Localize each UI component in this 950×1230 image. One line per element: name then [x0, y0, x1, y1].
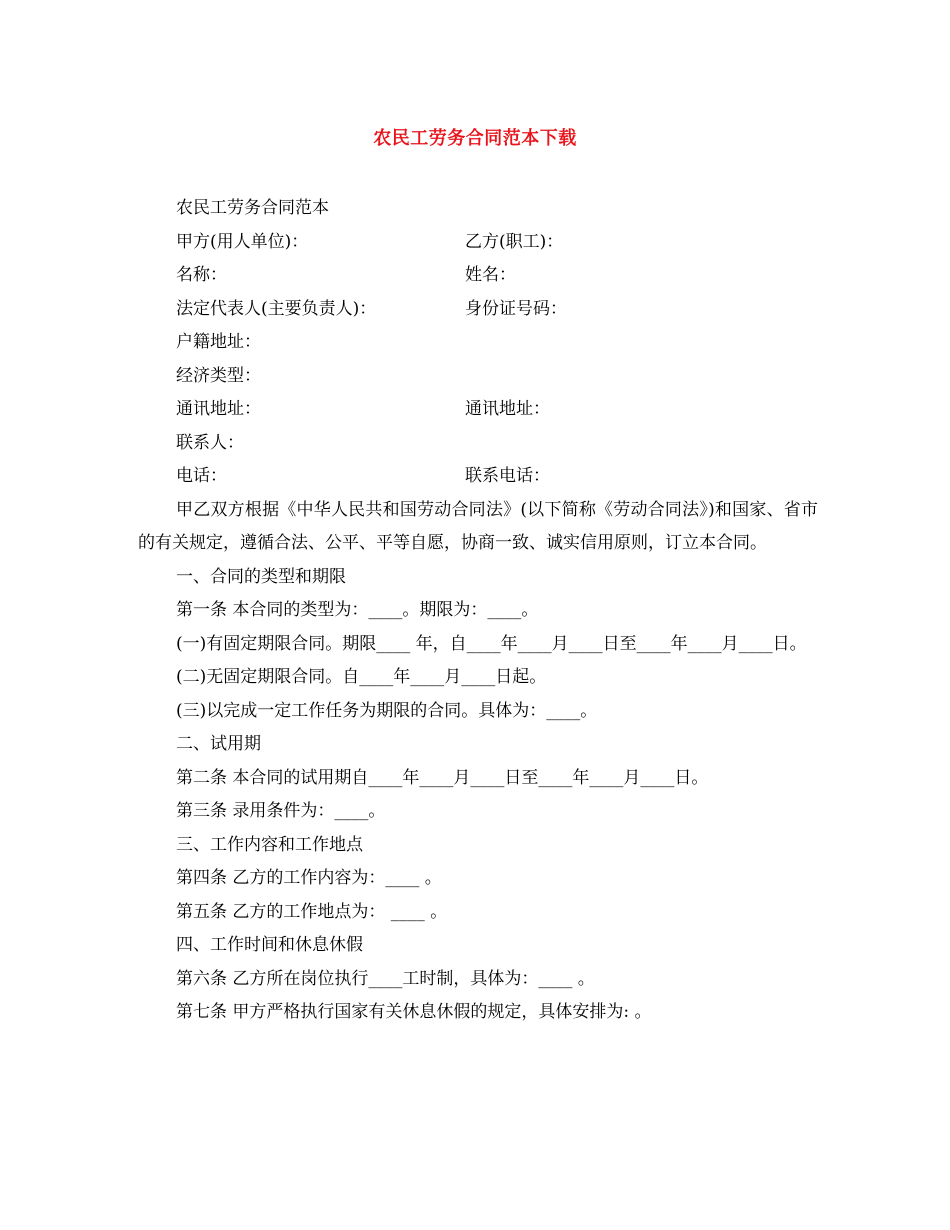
article-7: 第七条 甲方严格执行国家有关休息休假的规定，具体安排为: 。 — [176, 1002, 652, 1022]
name-row — [138, 259, 818, 293]
section-4-heading: 四、工作时间和休息休假 — [176, 935, 363, 955]
contact-row — [138, 427, 818, 461]
article-2: 第二条 本合同的试用期自____年____月____日至____年____月____日。 — [176, 767, 709, 788]
subtitle: 农民工劳务合同范本 — [176, 198, 329, 218]
address-b-label: 通讯地址： — [465, 399, 550, 419]
section-2-heading: 二、试用期 — [176, 734, 261, 754]
article-3: 第三条 录用条件为：____。 — [176, 801, 386, 821]
rep-row — [138, 293, 818, 327]
document-body — [138, 192, 818, 1030]
item-1: (一)有固定期限合同。期限____ 年，自____年____月____日至____年____月____日。 — [176, 633, 807, 654]
section-3-heading: 三、工作内容和工作地点 — [176, 834, 363, 855]
address-row — [138, 393, 818, 427]
article-1: 第一条 本合同的类型为：____。期限为：____。 — [176, 600, 539, 620]
address-a-label: 通讯地址： — [176, 399, 261, 419]
legal-rep-label: 法定代表人(主要负责人)： — [176, 298, 377, 319]
phone-row — [138, 460, 818, 494]
item-3: (三)以完成一定工作任务为期限的合同。具体为：____。 — [176, 700, 598, 721]
economy-row — [138, 360, 818, 394]
name-b-label: 姓名： — [465, 265, 516, 285]
contact-label: 联系人： — [176, 432, 244, 453]
household-row — [138, 326, 818, 360]
phone-a-label: 电话： — [176, 466, 227, 486]
name-a-label: 名称： — [176, 265, 227, 285]
phone-b-label: 联系电话： — [465, 466, 550, 486]
party-b-label: 乙方(职工)： — [465, 231, 564, 252]
intro-paragraph: 甲乙双方根据《中华人民共和国劳动合同法》(以下简称《劳动合同法》)和国家、省市的有关规定，遵循合法、公平、平等自愿，协商一致、诚实信用原则，订立本合同。 — [138, 499, 818, 553]
party-row — [138, 226, 818, 260]
document-title: 农民工劳务合同范本下载 — [373, 128, 577, 149]
item-2: (二)无固定期限合同。自____年____月____日起。 — [176, 667, 547, 687]
article-4: 第四条 乙方的工作内容为：____ 。 — [176, 868, 442, 888]
article-5: 第五条 乙方的工作地点为： ____ 。 — [176, 901, 448, 922]
economy-type-label: 经济类型： — [176, 365, 261, 386]
id-number-label: 身份证号码： — [465, 298, 567, 319]
article-6: 第六条 乙方所在岗位执行____工时制，具体为：____ 。 — [176, 968, 595, 989]
section-1-heading: 一、合同的类型和期限 — [176, 566, 346, 587]
household-label: 户籍地址： — [176, 332, 261, 352]
party-a-label: 甲方(用人单位)： — [176, 231, 309, 252]
